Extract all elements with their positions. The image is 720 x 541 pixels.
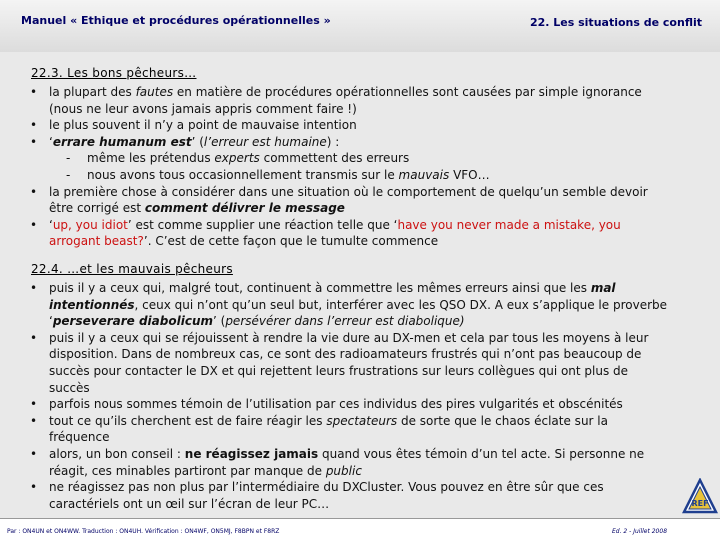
list-item: • alors, un bon conseil : ne réagissez jamais quand vous êtes témoin d’un tel acte. Si personne ne réagit, ces minables partiront par manque de public	[30, 446, 645, 478]
page-footer	[0, 518, 720, 541]
list-item: • la première chose à considérer dans une situation où le comportement de quelqu’un semble devoir être corrigé est comment délivrer le message	[30, 184, 648, 216]
section-title-bad-fishers: 22.4. …et les mauvais pêcheurs	[31, 262, 233, 276]
list-item: • la plupart des fautes en matière de procédures opérationnelles sont causées par simple ignorance (nous ne leur avons jamais appris comment faire !)	[30, 85, 642, 116]
manual-title: Manuel « Ethique et procédures opérationnelles »	[21, 14, 331, 27]
slide-content	[0, 52, 720, 518]
logo-text: REF	[691, 499, 709, 508]
edition: Ed. 2 - Juillet 2008	[612, 528, 668, 535]
list-item: • ‘up, you idiot’ est comme supplier une réaction telle que ‘have you never made a mistake, you arrogant beast?’. C’est de cette façon que le tumulte commence	[30, 217, 621, 249]
sub-list-item: - nous avons tous occasionnellement transmis sur le mauvais VFO…	[66, 167, 490, 182]
list-item: • ne réagissez pas non plus par l’intermédiaire du DXCluster. Vous pouvez en être sûr que ces caractériels ont un œil sur l’écran de leur PC…	[30, 480, 604, 511]
list-item: • puis il y a ceux qui, malgré tout, continuent à commettre les mêmes erreurs ainsi que les mal intentionnés, ceux qui n’ont qu’un seul but, interférer avec les QSO DX. A eux s’applique le proverbe ‘perseverare diabolicum’ (persévérer dans l’erreur est diabolique)	[30, 281, 668, 329]
chapter-title: 22. Les situations de conflit	[529, 16, 702, 29]
sub-list-item: - même les prétendus experts commettent des erreurs	[66, 151, 410, 166]
section-title-good-fishers: 22.3. Les bons pêcheurs…	[31, 66, 197, 80]
list-item: • le plus souvent il n’y a point de mauvaise intention	[30, 118, 357, 133]
list-item: • ‘errare humanum est’ (l’erreur est humaine) : - même les prétendus experts commettent des erreurs - nous avons tous occasionnellement transmis sur le mauvais VFO…	[30, 134, 670, 184]
page-header	[0, 0, 720, 53]
bad-fishers-list	[30, 280, 670, 512]
credits: Par : ON4UN et ON4WW. Traduction : ON4UH. Vérification : ON4WF, ON5MJ, F8BPN et F8RZ	[7, 528, 280, 535]
list-item: • tout ce qu’ils cherchent est de faire réagir les spectateurs de sorte que le chaos éclate sur la fréquence	[30, 413, 608, 445]
list-item: • puis il y a ceux qui se réjouissent à rendre la vie dure au DX-men et cela par tous les moyens à leur disposition. Dans de nombreux cas, ce sont des radioamateurs frustrés qui n’ont pas beaucoup de succès pour contacter le DX et qui rejettent leurs frustrations sur leurs collègues qui ont plus de succès	[30, 330, 649, 395]
good-fishers-list	[30, 84, 670, 250]
list-item: • parfois nous sommes témoin de l’utilisation par ces individus des pires vulgarités et obscénités	[30, 397, 623, 412]
ref-logo-icon	[682, 478, 718, 514]
